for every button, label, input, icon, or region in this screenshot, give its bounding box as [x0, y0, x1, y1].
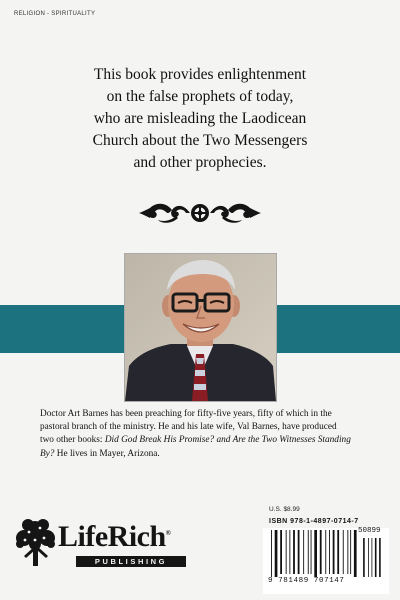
barcode-bar	[314, 530, 317, 577]
barcode-bar	[308, 530, 309, 574]
bio-text: two other books:	[40, 435, 105, 446]
barcode-addon-bar	[363, 538, 365, 577]
blurb-line: on the false prophets of today,	[106, 88, 294, 105]
barcode-addon-bar	[375, 538, 377, 577]
barcode-bar	[271, 530, 272, 577]
barcode-bar	[354, 530, 357, 577]
barcode	[263, 528, 389, 594]
barcode-bar	[275, 530, 278, 577]
barcode-bar	[347, 530, 348, 574]
trademark-mark: ®	[165, 529, 171, 537]
barcode-addon-bar	[379, 538, 381, 577]
ornament-divider-icon	[138, 198, 262, 228]
barcode-bar	[293, 530, 295, 574]
bio-line	[40, 434, 360, 447]
barcode-bar	[298, 530, 300, 574]
blurb-line: This book provides enlightenment	[93, 66, 307, 83]
barcode-bar	[350, 530, 351, 574]
barcode-bar	[286, 530, 287, 574]
publisher-name-text: LifeRich	[58, 520, 166, 553]
publisher-subtitle: PUBLISHING	[76, 556, 186, 567]
isbn-label: ISBN 978-1-4897-0714-7	[269, 518, 359, 525]
barcode-addon-bar	[368, 538, 369, 577]
barcode-bars	[269, 530, 385, 578]
bio-book-titles: Did God Break His Promise? and Are the Two Witnesses Standing	[104, 435, 351, 446]
barcode-bar	[280, 530, 282, 574]
barcode-addon-bar	[372, 538, 373, 577]
barcode-bar	[329, 530, 330, 574]
blurb-line: Church about the Two Messengers	[92, 132, 308, 149]
tree-icon	[14, 516, 58, 570]
barcode-bar	[303, 530, 304, 574]
barcode-bar	[333, 530, 335, 574]
blurb-line: and other prophecies.	[133, 154, 267, 171]
bio-text: He lives in Mayer, Arizona.	[54, 448, 160, 459]
genre-label: RELIGION - SPIRITUALITY	[14, 11, 96, 17]
publisher-name	[58, 520, 170, 554]
barcode-digits: 9 781489 707147	[268, 577, 345, 585]
back-cover-blurb	[40, 64, 360, 174]
barcode-bar	[289, 530, 290, 574]
bio-line	[40, 448, 360, 461]
barcode-bar	[320, 530, 322, 574]
barcode-bar	[325, 530, 326, 574]
author-bio	[40, 408, 360, 461]
bio-book-titles-end: By?	[40, 448, 55, 459]
barcode-addon-digits: 50899	[358, 527, 381, 535]
publisher-logo	[14, 516, 204, 572]
price-label: U.S. $8.99	[269, 506, 300, 513]
bio-line: Doctor Art Barnes has been preaching for fifty-five years, fifty of which in the	[40, 409, 332, 419]
bio-line: pastoral branch of the ministry. He and his late wife, Val Barnes, have produced	[40, 422, 337, 433]
blurb-line: who are misleading the Laodicean	[93, 110, 307, 127]
author-photo	[124, 253, 277, 402]
barcode-bar	[343, 530, 344, 574]
barcode-bar	[337, 530, 339, 574]
barcode-bar	[311, 530, 312, 574]
author-portrait-image	[125, 254, 276, 401]
